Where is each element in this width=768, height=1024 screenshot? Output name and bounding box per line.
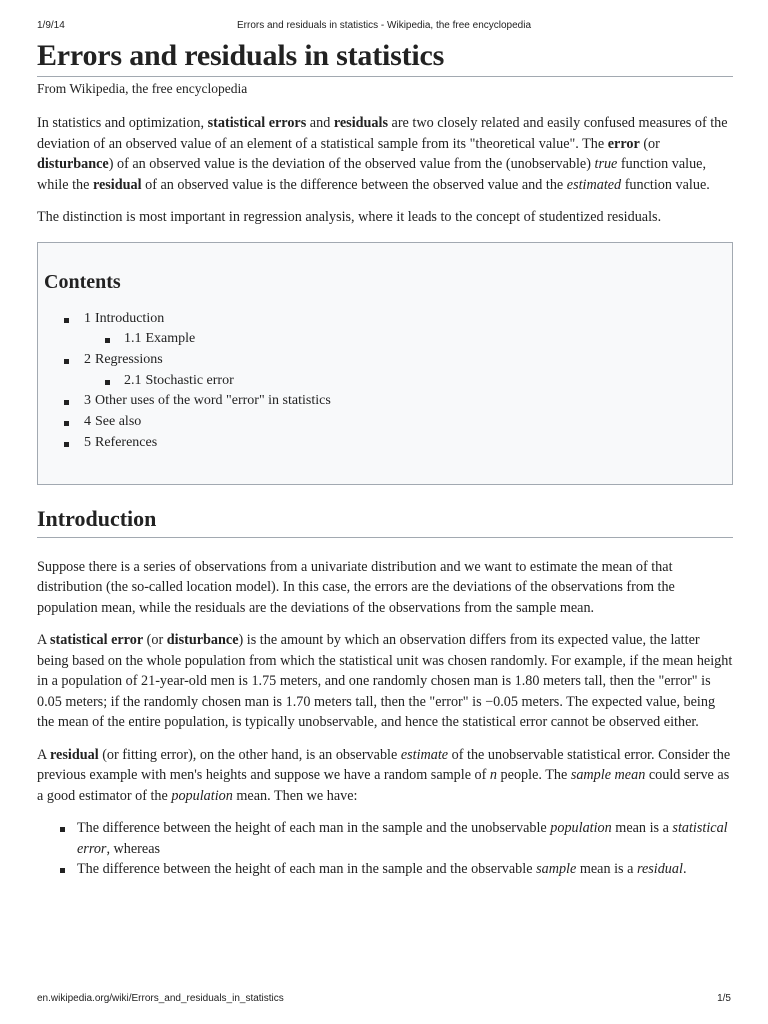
list-item: The difference between the height of each man in the sample and the unobservable population mean is a statistical error, whereas <box>37 818 733 859</box>
toc-item-references[interactable]: 5 References <box>44 433 726 454</box>
introduction-paragraph-2: A statistical error (or disturbance) is the amount by which an observation differs from its expected value, the latter being based on the whole population from which the statistical unit was chosen randomly. For example, if the mean height in a population of 21-year-old men is 1.75 meters, and one randomly chosen man is 1.80 meters tall, then the "error" is 0.05 meters; if the randomly chosen man is 1.70 meters tall, then the "error" is −0.05 meters. The expected value, being the mean of the entire population, is typically unobservable, and hence the statistical error cannot be observed either. <box>37 632 733 730</box>
term-disturbance: disturbance <box>37 156 109 172</box>
introduction-paragraph-3: A residual (or fitting error), on the other hand, is an observable estimate of the unobservable statistical error. Consider the previous example with men's heights and suppose we have a random sample of n people. The sample mean could serve as a good estimator of the population mean. Then we have: <box>37 746 731 804</box>
lead-paragraph: In statistics and optimization, statistical errors and residuals are two closely related and easily confused measures of the deviation of an observed value of an element of a statistical sample from its "theoretical value". The error (or disturbance) of an observed value is the deviation of the observed value from the (unobservable) true function value, while the residual of an observed value is the difference between the observed value and the estimated function value. <box>37 115 728 193</box>
term-residuals: residuals <box>333 115 388 131</box>
toc-item-regressions[interactable]: 2 Regressions <box>44 350 726 371</box>
term-disturbance: disturbance <box>166 632 239 648</box>
list-item: The difference between the height of each man in the sample and the observable sample mean is a residual. <box>37 859 733 880</box>
toc-item-introduction[interactable]: 1 Introduction <box>44 309 726 330</box>
distinction-paragraph: The distinction is most important in regression analysis, where it leads to the concept of studentized residuals. <box>37 209 662 225</box>
print-date: 1/9/14 <box>37 20 65 31</box>
article-title: Errors and residuals in statistics <box>37 38 733 77</box>
article-tagline: From Wikipedia, the free encyclopedia <box>37 81 248 96</box>
toc-list <box>44 309 726 454</box>
section-heading-introduction: Introduction <box>37 505 733 538</box>
page-url: en.wikipedia.org/wiki/Errors_and_residuals_in_statistics <box>37 993 284 1004</box>
toc-item-example[interactable]: 1.1 Example <box>44 329 726 350</box>
comparison-list <box>37 818 733 880</box>
page-number: 1/5 <box>717 993 731 1004</box>
toc-item-other-uses[interactable]: 3 Other uses of the word "error" in statistics <box>44 391 726 412</box>
toc-item-stochastic-error[interactable]: 2.1 Stochastic error <box>44 371 726 392</box>
article-content <box>37 38 733 880</box>
introduction-paragraph-1: Suppose there is a series of observations from a univariate distribution and we want to estimate the mean of that distribution (the so-called location model). In this case, the errors are the deviations of the observations from the population mean, while the residuals are the deviations of the observations from the sample mean. <box>37 558 675 616</box>
table-of-contents <box>37 242 733 485</box>
print-page-title: Errors and residuals in statistics - Wikipedia, the free encyclopedia <box>236 20 532 31</box>
term-residual: residual <box>50 746 99 763</box>
term-residual: residual <box>92 176 142 193</box>
toc-heading: Contents <box>44 270 121 293</box>
toc-item-see-also[interactable]: 4 See also <box>44 412 726 433</box>
term-statistical-errors: statistical errors <box>207 115 307 131</box>
term-error: error <box>607 135 640 152</box>
term-statistical-error: statistical error <box>50 632 144 648</box>
